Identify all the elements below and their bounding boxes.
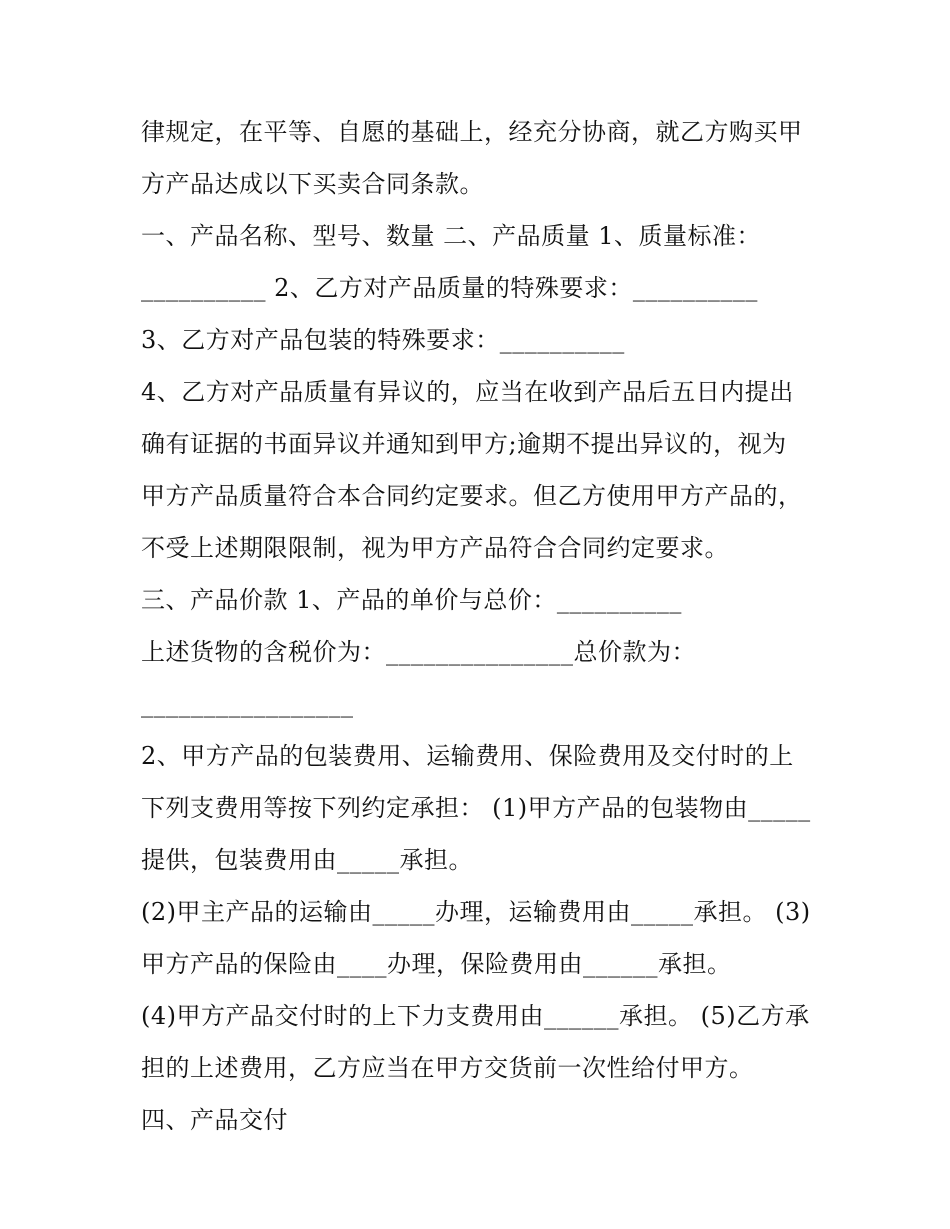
text-line: 三、产品价款 1、产品的单价与总价：__________: [141, 586, 682, 614]
text-line: 上述货物的含税价为：_______________总价款为：: [141, 638, 696, 666]
text-line: 3、乙方对产品包装的特殊要求：__________: [141, 326, 625, 354]
text-line: _________________: [141, 690, 354, 718]
text-line: 一、产品名称、型号、数量 二、产品质量 1、质量标准：: [141, 222, 762, 250]
text-line: 下列支费用等按下列约定承担： (1)甲方产品的包装物由_____: [141, 794, 811, 822]
text-line: 四、产品交付: [141, 1106, 288, 1134]
text-line: 提供，包装费用由_____承担。: [141, 846, 473, 874]
text-line: 不受上述期限限制，视为甲方产品符合合同约定要求。: [141, 534, 729, 562]
text-line: 甲方产品质量符合本合同约定要求。但乙方使用甲方产品的，: [141, 482, 803, 510]
text-line: 甲方产品的保险由____办理，保险费用由______承担。: [141, 950, 732, 978]
text-line: __________ 2、乙方对产品质量的特殊要求：__________: [141, 274, 758, 302]
text-line: 方产品达成以下买卖合同条款。: [141, 170, 484, 198]
text-line: 4、乙方对产品质量有异议的，应当在收到产品后五日内提出: [141, 378, 794, 406]
text-line: 律规定，在平等、自愿的基础上，经充分协商，就乙方购买甲: [141, 118, 803, 146]
contract-body: [141, 106, 821, 1146]
text-line: 2、甲方产品的包装费用、运输费用、保险费用及交付时的上: [141, 742, 794, 770]
text-line: 担的上述费用，乙方应当在甲方交货前一次性给付甲方。: [141, 1054, 754, 1082]
text-line: (4)甲方产品交付时的上下力支费用由______承担。 (5)乙方承: [141, 1002, 810, 1030]
text-line: (2)甲主产品的运输由_____办理，运输费用由_____承担。 (3): [141, 898, 811, 926]
text-line: 确有证据的书面异议并通知到甲方;逾期不提出异议的，视为: [141, 430, 787, 458]
